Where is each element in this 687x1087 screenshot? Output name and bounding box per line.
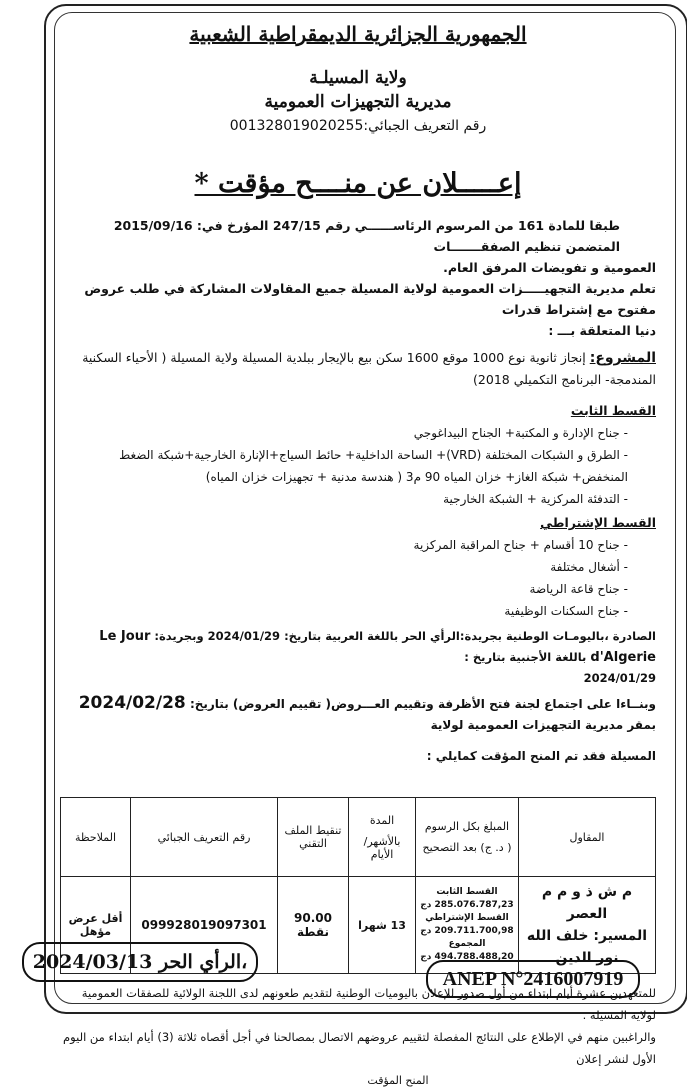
page-title: إعـــــلان عن منــــح مؤقت *	[194, 168, 522, 199]
directorate-name: مديرية التجهيزات العمومية	[264, 92, 452, 112]
meeting-date: 2024/02/28	[78, 693, 186, 713]
list-item: - التدفئة المركزية + الشبكة الخارجية	[60, 488, 628, 510]
list-item: - جناح الإدارة و المكتبة+ الجناح البيداغوجي	[60, 422, 628, 444]
meeting-paragraph	[60, 693, 656, 767]
footer-line: للمتعهدين عشرة أيام ابتداء من أول صدور للإعلان باليوميات الوطنية لتقديم طعونهم لدى اللجنة الولائية للصفقات العمومية لولاية المسيلة .	[81, 986, 656, 1022]
list-item: - جناح السكنات الوظيفية	[60, 600, 628, 622]
list-item: - أشغال مختلفة	[60, 556, 628, 578]
list-item: - جناح 10 أقسام + جناح المراقبة المركزية	[60, 534, 628, 556]
wilaya-name: ولاية المسيلـة	[309, 68, 407, 88]
cell-tax-id: 099928019097301	[131, 877, 278, 974]
meeting-text-3: المسيلة فقد تم المنح المؤقت كمايلي :	[426, 749, 656, 763]
header-tech-score: تنقيط الملف التقني	[278, 798, 349, 877]
firm-section-heading: القسط الثابت	[570, 403, 656, 418]
publication-date-2: 2024/01/29	[583, 671, 656, 685]
cell-contractor: م ش ذ و م م العصر المسير: خلف الله نور الدين	[519, 877, 656, 974]
project-description	[60, 347, 656, 390]
intro-line: العمومية و تفويضات المرفق العام.	[443, 260, 656, 275]
project-text: إنجاز ثانوية نوع 1000 موقع 1600 سكن بيع بالإيجار ببلدية المسيلة ولاية المسيلة ( الأحياء السكنية المندمجة- البرنامج التكميلي 2018)	[82, 350, 656, 387]
intro-line: تعلم مديرية التجهيـــــزات العمومية لولاية المسيلة جميع المقاولات المشاركة في طلب عروض مفتوح مع إشتراط قدرات	[84, 281, 656, 317]
intro-line: دنيا المتعلقة بـــ :	[548, 323, 656, 338]
firm-section-list	[60, 422, 656, 510]
announcement-document	[60, 16, 656, 1087]
footer-signature: المنح المؤقت	[367, 1074, 429, 1087]
publication-paragraph	[60, 626, 656, 689]
project-label: المشروع:	[589, 350, 656, 366]
meeting-text-2: بمقر مديرية التجهيزات العمومية لولاية	[430, 718, 656, 732]
footer-line: والراغبين منهم في الإطلاع على النتائج المفصلة لتقييم عروضهم الاتصال بمصالحنا في أجل أقصاه ثلاثة (3) أيام ابتداء من اليوم الأول لنشر إعلان	[63, 1030, 656, 1066]
conditional-section-heading: القسط الإشتراطي	[540, 515, 656, 530]
tax-id: رقم التعريف الجبائي:001328019020255	[229, 118, 487, 134]
list-item: - الطرق و الشبكات المختلفة (VRD)+ الساحة الداخلية+ حائط السياج+الإنارة الخارجية+شبكة الضغط المنخفض+ شبكة الغاز+ خزان المياه 90 م3 ( هندسة مدنية + تجهيزات خزان المياه)	[60, 444, 628, 488]
anep-stamp: ANEP N°2416007919	[426, 960, 640, 998]
header-tax-id: رقم التعريف الجبائي	[131, 798, 278, 877]
intro-paragraph	[60, 215, 656, 341]
header-duration: المدة بالأشهر/ الأيام	[349, 798, 416, 877]
foreign-newspaper: Le Jour d'Algerie	[99, 629, 656, 665]
newspaper-date-stamp: 2024/03/13 الرأي الحر،	[22, 942, 258, 982]
publication-text-2: باللغة الأجنبية بتاريخ :	[464, 650, 587, 664]
publication-text: الصادرة ،باليومـات الوطنية بجريدة:الرأي الحر باللغة العربية بتاريخ: 2024/01/29 وبجريدة:	[154, 629, 656, 643]
cell-tech-score: 90.00 نقطة	[278, 877, 349, 974]
cell-amount: القسط الثابت 285.076.787,23 دج القسط الإشتراطي 209.711.700,98 دج المجموع 494.788.488,20 دج	[416, 877, 519, 974]
table-header-row	[61, 798, 656, 877]
header-amount: المبلغ بكل الرسوم ( د. ج) بعد التصحيح	[416, 798, 519, 877]
header-contractor: المقاول	[519, 798, 656, 877]
republic-header: الجمهورية الجزائرية الديمقراطية الشعبية	[189, 22, 527, 46]
header-notes: الملاحظة	[61, 798, 131, 877]
cell-duration: 13 شهرا	[349, 877, 416, 974]
conditional-section-list	[60, 534, 656, 622]
cell-notes: أقل عرض مؤهل	[61, 877, 131, 974]
intro-line: طبقا للمادة 161 من المرسوم الرئاســــــي رقم 247/15 المؤرخ في: 2015/09/16 المتضمن تنظيم الصفقـــــــات	[113, 218, 620, 254]
list-item: - جناح قاعة الرياضة	[60, 578, 628, 600]
meeting-text: وبنــاءا على اجتماع لجنة فتح الأظرفة وتقييم العـــروض( تقييم العروض) بتاريخ:	[189, 697, 656, 711]
